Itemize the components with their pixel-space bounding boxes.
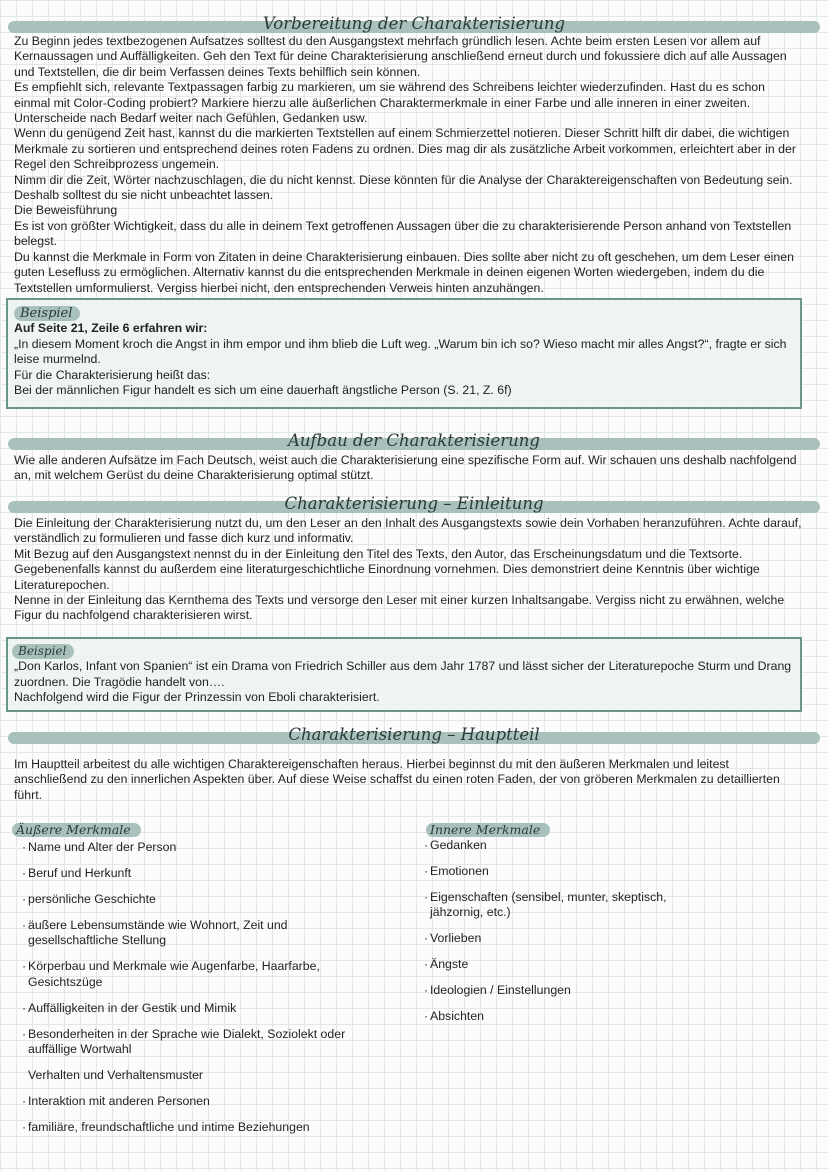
list-item: · Ideologien / Einstellungen [424,983,714,998]
example-line: Nachfolgend wird die Figur der Prinzessin von Eboli charakterisiert. [14,690,380,705]
list-item: · persönliche Geschichte [22,892,362,907]
list-item: · Besonderheiten in der Sprache wie Dialekt, Soziolekt oder auffällige Wortwahl [22,1027,362,1058]
aeussere-merkmale-label: Äußere Merkmale [12,823,141,837]
example-content [8,659,800,705]
list-item: · Vorlieben [424,931,714,946]
innere-merkmale-label: Innere Merkmale [426,823,550,837]
aeussere-merkmale-list [22,840,362,1146]
list-item: · Gedanken [424,838,714,853]
list-item: · äußere Lebensumstände wie Wohnort, Zeit und gesellschaftliche Stellung [22,918,362,949]
list-item: · Eigenschaften (sensibel, munter, skeptisch, jähzornig, etc.) [424,890,714,921]
paragraph: Die Einleitung der Charakterisierung nutzt du, um den Leser an den Inhalt des Ausgangstexts sowie dein Vorhaben heranzuführen. Achte darauf, verständlich zu formulieren und fasse dich kurz und informativ. [14,516,802,546]
paragraph: Es empfiehlt sich, relevante Textpassagen farbig zu markieren, um sie während des Schreibens leichter wiederzufinden. Hast du es schon einmal mit Color-Coding probiert? Markiere hierzu alle äußerlichen Charaktermerkmale in einer Farbe und alle inneren in einer zweiten. Unterscheide nach Bedarf weiter nach Gefühlen, Gedanken usw. [14,80,765,126]
list-item: · Beruf und Herkunft [22,866,362,881]
section-hauptteil-text [14,757,804,803]
list-item: · Emotionen [424,864,714,879]
heading-title: Aufbau der Charakterisierung [288,431,540,450]
heading-title: Charakterisierung – Einleitung [284,494,544,513]
list-item: Verhalten und Verhaltensmuster [28,1068,204,1083]
paragraph: Du kannst die Merkmale in Form von Zitaten in deine Charakterisierung einbauen. Dies sollte aber nicht zu oft geschehen, um dem Leser einen guten Lesefluss zu ermöglichen. Alternativ kannst du die entsprechenden Merkmale in deinen eigenen Worten wiedergeben, indem du die Textstellen umformulierst. Vergiss hierbei nicht, den entsprechenden Verweis hinten anzuhängen. [14,249,794,295]
list-item: · Körperbau und Merkmale wie Augenfarbe, Haarfarbe, Gesichtszüge [22,959,362,990]
list-item: · Ängste [424,957,714,972]
example-label: Beispiel [12,644,74,659]
example-content [8,321,800,398]
heading-einleitung [8,494,820,516]
subheading-beweisfuehrung: Die Beweisführung [14,203,118,218]
list-item: · Absichten [424,1009,714,1024]
paragraph: Wenn du genügend Zeit hast, kannst du die markierten Textstellen auf einem Schmierzettel notieren. Dieser Schritt hilft dir dabei, die wichtigen Merkmale zu sortieren und entsprechend deines roten Fadens zu ordnen. Dies mag dir als zusätzliche Arbeit vorkommen, erleichtert aber in der Regel den Schreibprozess ungemein. [14,126,796,172]
example-heading: Auf Seite 21, Zeile 6 erfahren wir: [14,321,208,336]
example-box-1 [6,298,802,409]
paragraph: Wie alle anderen Aufsätze im Fach Deutsch, weist auch die Charakterisierung eine spezifische Form auf. Wir schauen uns deshalb nachfolgend an, mit welchem Gerüst du deine Charakterisierung optimal stützt. [14,453,797,483]
heading-title: Vorbereitung der Charakterisierung [262,14,566,33]
example-quote: „In diesem Moment kroch die Angst in ihm empor und ihm blieb die Luft weg. „Warum bin ich so? Wieso macht mir alles Angst?“, fragte er sich leise murmelnd. [14,336,787,367]
list-item: · familiäre, freundschaftliche und intime Beziehungen [22,1120,362,1135]
example-line: Für die Charakterisierung heißt das: [14,367,211,382]
section-einleitung-text [14,516,804,624]
list-item: · Interaktion mit anderen Personen [22,1094,362,1109]
innere-merkmale-list [424,838,714,1035]
example-line: „Don Karlos, Infant von Spanien“ ist ein Drama von Friedrich Schiller aus dem Jahr 1787 und lässt sicher der Literaturepoche Sturm und Drang zuordnen. Die Tragödie handelt von…. [14,659,792,689]
heading-vorbereitung [8,14,820,36]
section-aufbau-text [14,453,804,484]
paragraph: Zu Beginn jedes textbezogenen Aufsatzes solltest du den Ausgangstext mehrfach gründlich lesen. Achte beim ersten Lesen vor allem auf Kernaussagen und Auffälligkeiten. Geh den Text für deine Charakterisierung anschließend erneut durch und fokussiere dich auf alle Aussagen und Textstellen, die dir beim Verfassen deines Texts behilflich sein können. [14,34,787,79]
example-line: Bei der männlichen Figur handelt es sich um eine dauerhaft ängstliche Person (S. 21, Z. 6f) [14,383,512,398]
example-label: Beispiel [14,306,80,321]
paragraph: Im Hauptteil arbeitest du alle wichtigen Charaktereigenschaften heraus. Hierbei beginnst du mit den äußeren Merkmalen und leitest anschließend zu den innerlichen Aspekten über. Auf diese Weise schaffst du einen roten Faden, der von gröberen Merkmalen zu detaillierten führt. [14,757,780,802]
paragraph: Mit Bezug auf den Ausgangstext nennst du in der Einleitung den Titel des Texts, den Autor, das Erscheinungsdatum und die Textsorte. Gegebenenfalls kannst du außerdem eine literaturgeschichtliche Einordnung vornehmen. Dies demonstriert deine Kenntnis über wichtige Literaturepochen. [14,546,760,592]
paragraph: Nimm dir die Zeit, Wörter nachzuschlagen, die du nicht kennst. Diese könnten für die Analyse der Charaktereigenschaften von Bedeutung sein. Deshalb solltest du sie nicht unbeachtet lassen. [14,172,793,203]
paragraph: Es ist von größter Wichtigkeit, dass du alle in deinem Text getroffenen Aussagen über die zu charakterisierende Person anhand von Textstellen belegst. [14,218,792,249]
heading-hauptteil [8,725,820,747]
example-box-2 [6,637,802,712]
section-vorbereitung-text [14,34,804,296]
list-item: · Auffälligkeiten in der Gestik und Mimik [22,1001,362,1016]
paragraph: Nenne in der Einleitung das Kernthema des Texts und versorge den Leser mit einer kurzen Inhaltsangabe. Vergiss nicht zu erwähnen, welche Figur du nachfolgend charakterisieren wirst. [14,593,785,623]
list-item: · Name und Alter der Person [22,840,362,855]
heading-aufbau [8,431,820,453]
heading-title: Charakterisierung – Hauptteil [288,725,540,744]
